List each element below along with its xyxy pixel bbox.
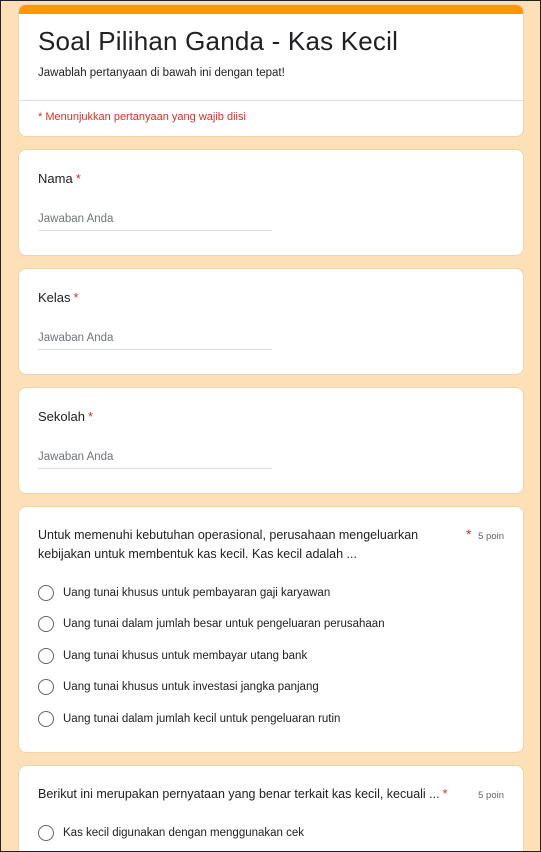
required-star: *: [87, 409, 94, 424]
option-2[interactable]: [38, 615, 385, 633]
question-card-mc-2: [18, 765, 524, 852]
form-title: Soal Pilihan Ganda - Kas Kecil: [38, 26, 399, 56]
required-star: *: [75, 171, 81, 186]
option-1[interactable]: [38, 824, 304, 842]
option-label: Uang tunai khusus untuk investasi jangka panjang: [63, 681, 319, 693]
radio-button[interactable]: [38, 679, 54, 695]
required-note: * Menunjukkan pertanyaan yang wajib diisi: [38, 111, 246, 123]
header-accent-bar: [19, 5, 523, 14]
question-title: Sekolah: [38, 409, 85, 424]
option-1[interactable]: [38, 584, 330, 602]
form-header-card: [18, 4, 524, 137]
radio-button[interactable]: [38, 711, 54, 727]
option-label: Uang tunai dalam jumlah besar untuk pengeluaran perusahaan: [63, 618, 385, 630]
points-label: 5 poin: [478, 790, 504, 801]
radio-button[interactable]: [38, 616, 54, 632]
radio-button[interactable]: [38, 648, 54, 664]
question-text: Untuk memenuhi kebutuhan operasional, perusahaan mengeluarkan kebijakan untuk membentuk kas kecil. Kas kecil adalah ...: [38, 528, 419, 561]
form-description: Jawablah pertanyaan di bawah ini dengan tepat!: [38, 67, 285, 79]
question-card-sekolah: [18, 387, 524, 494]
nama-input[interactable]: [38, 211, 272, 231]
option-4[interactable]: [38, 678, 319, 696]
points-label: 5 poin: [478, 531, 504, 542]
option-label: Kas kecil digunakan dengan menggunakan cek: [63, 827, 305, 839]
question-card-nama: [18, 149, 524, 256]
question-label: [38, 171, 81, 186]
header-divider: [19, 100, 523, 101]
question-label: [38, 785, 458, 804]
required-star: *: [466, 526, 472, 542]
kelas-input[interactable]: [38, 330, 272, 350]
option-label: Uang tunai dalam jumlah kecil untuk pengeluaran rutin: [63, 713, 341, 725]
option-5[interactable]: [38, 710, 340, 728]
question-card-kelas: [18, 268, 524, 375]
radio-button[interactable]: [38, 825, 54, 841]
question-title: Nama: [38, 171, 73, 186]
question-text: Berikut ini merupakan pernyataan yang benar terkait kas kecil, kecuali ...: [38, 787, 440, 801]
option-label: Uang tunai khusus untuk pembayaran gaji karyawan: [63, 587, 331, 599]
required-star: *: [73, 290, 79, 305]
question-label: [38, 409, 93, 424]
radio-button[interactable]: [38, 585, 54, 601]
sekolah-input[interactable]: [38, 449, 272, 469]
question-title: Kelas: [38, 290, 71, 305]
option-label: Uang tunai khusus untuk membayar utang bank: [63, 650, 308, 662]
question-label: [38, 290, 79, 305]
option-3[interactable]: [38, 647, 307, 665]
required-star: *: [442, 787, 448, 801]
question-card-mc-1: [18, 506, 524, 753]
